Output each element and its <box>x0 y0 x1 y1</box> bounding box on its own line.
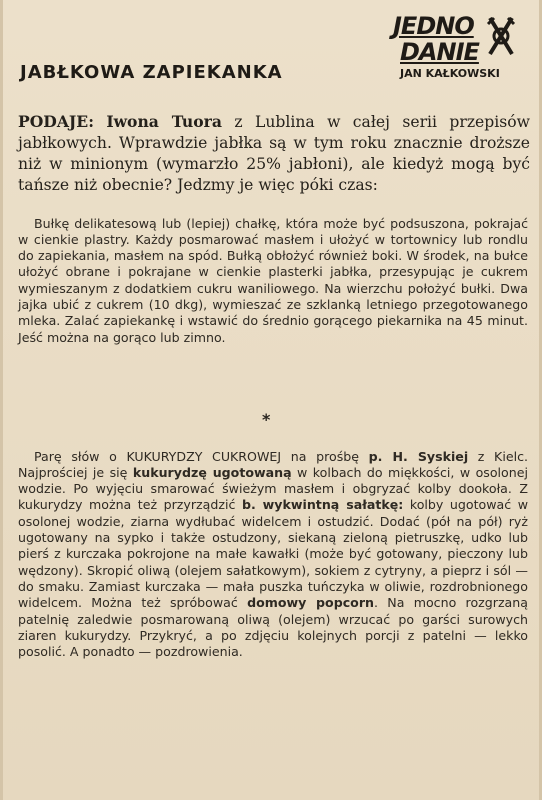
answer-text-5: . Na mocno rozgrzaną patelnię zaledwie posmarowaną oliwą (olejem) wrzucać po garści surowych ziaren kukurydzy. Przykryć, a po zdjęciu kolejnych porcji z patelni — lekko posolić. A ponadto — pozdrowienia. <box>18 595 528 660</box>
recipe-paragraph: Bułkę delikatesową lub (lepiej) chałkę, która może być podsuszona, pokrajać w cienkie plastry. Każdy posmarować masłem i ułożyć w tortownicy lub rondlu do zapiekania, masłem na spód. Bułką obłożyć również boki. W środek, na bułce ułożyć obrane i pokrajane w cienkie plasterki jabłka, przesypując je cukrem wymieszanym z dodatkiem cukru waniliowego. Na wierzchu położyć bułki. Dwa jajka ubić z cukrem (10 dkg), wymieszać ze szklanką letniego przegotowanego mleka. Zalać zapiekankę i wstawić do średnio gorącego piekarnika na 45 minut. Jeść można na gorąco lub zimno. <box>18 215 528 345</box>
section-separator: * <box>262 410 271 429</box>
lead-label: PODAJE: <box>18 111 94 131</box>
answer-emphasis-3: domowy popcorn <box>247 595 374 611</box>
answer-emphasis-1: kukurydzę ugotowaną <box>132 464 292 480</box>
author-byline: JAN KAŁKOWSKI <box>400 67 500 80</box>
lead-author: Iwona Tuora <box>106 111 222 131</box>
answer-emphasis-2: b. wykwintną sałatkę: <box>241 497 404 513</box>
answer-text-4: kolby ugotować w osolonej wodzie, ziarna wydłubać widelcem i ostudzić. Dodać (pół na pół) ryż ugotowany na sypko i także ostudzony, siekaną zieloną pietruszkę, udko lub pierś z kurczaka pokrojone na małe kawałki (może być gotowany, pieczony lub wędzony). Skropić oliwą (olejem sałatkowym), sokiem z cytryny, a pieprz i sól — do smaku. Zamiast kurczaka — mała puszka tuńczyka w oliwie, rozdrobnionego widelcem. Można też spróbować <box>18 497 529 611</box>
lead-text: z Lublina w całej serii przepisów jabłkowych. Wprawdzie jabłka są w tym roku znacznie droższe niż w minionym (wymarzło 25% jabłoni), ale kiedyż mogą być tańsze niż obecnie? Jedzmy je więc póki czas: <box>18 112 530 195</box>
answer-text-1: Parę słów o KUKURYDZY CUKROWEJ na prośbę <box>34 448 369 464</box>
article-title: JABŁKOWA ZAPIEKANKA <box>20 62 283 83</box>
logo-word-jedno: JEDNO <box>393 12 474 40</box>
column-logo <box>388 10 528 82</box>
answer-requester: p. H. Syskiej <box>368 448 469 464</box>
logo-word-danie: DANIE <box>400 38 479 66</box>
page-edge-left <box>0 0 3 800</box>
answer-text-2: z Kielc. Najprościej je się <box>18 448 528 480</box>
answer-text-3: w kolbach do miękkości, w osolonej wodzie. Po wyjęciu smarować świeżym masłem i obgryzać kolby dookoła. Z kukurydzy można też przyrządzić <box>18 464 528 513</box>
fork-knife-icon <box>484 14 518 58</box>
lead-paragraph <box>18 111 530 197</box>
reader-answer-paragraph <box>18 449 528 661</box>
